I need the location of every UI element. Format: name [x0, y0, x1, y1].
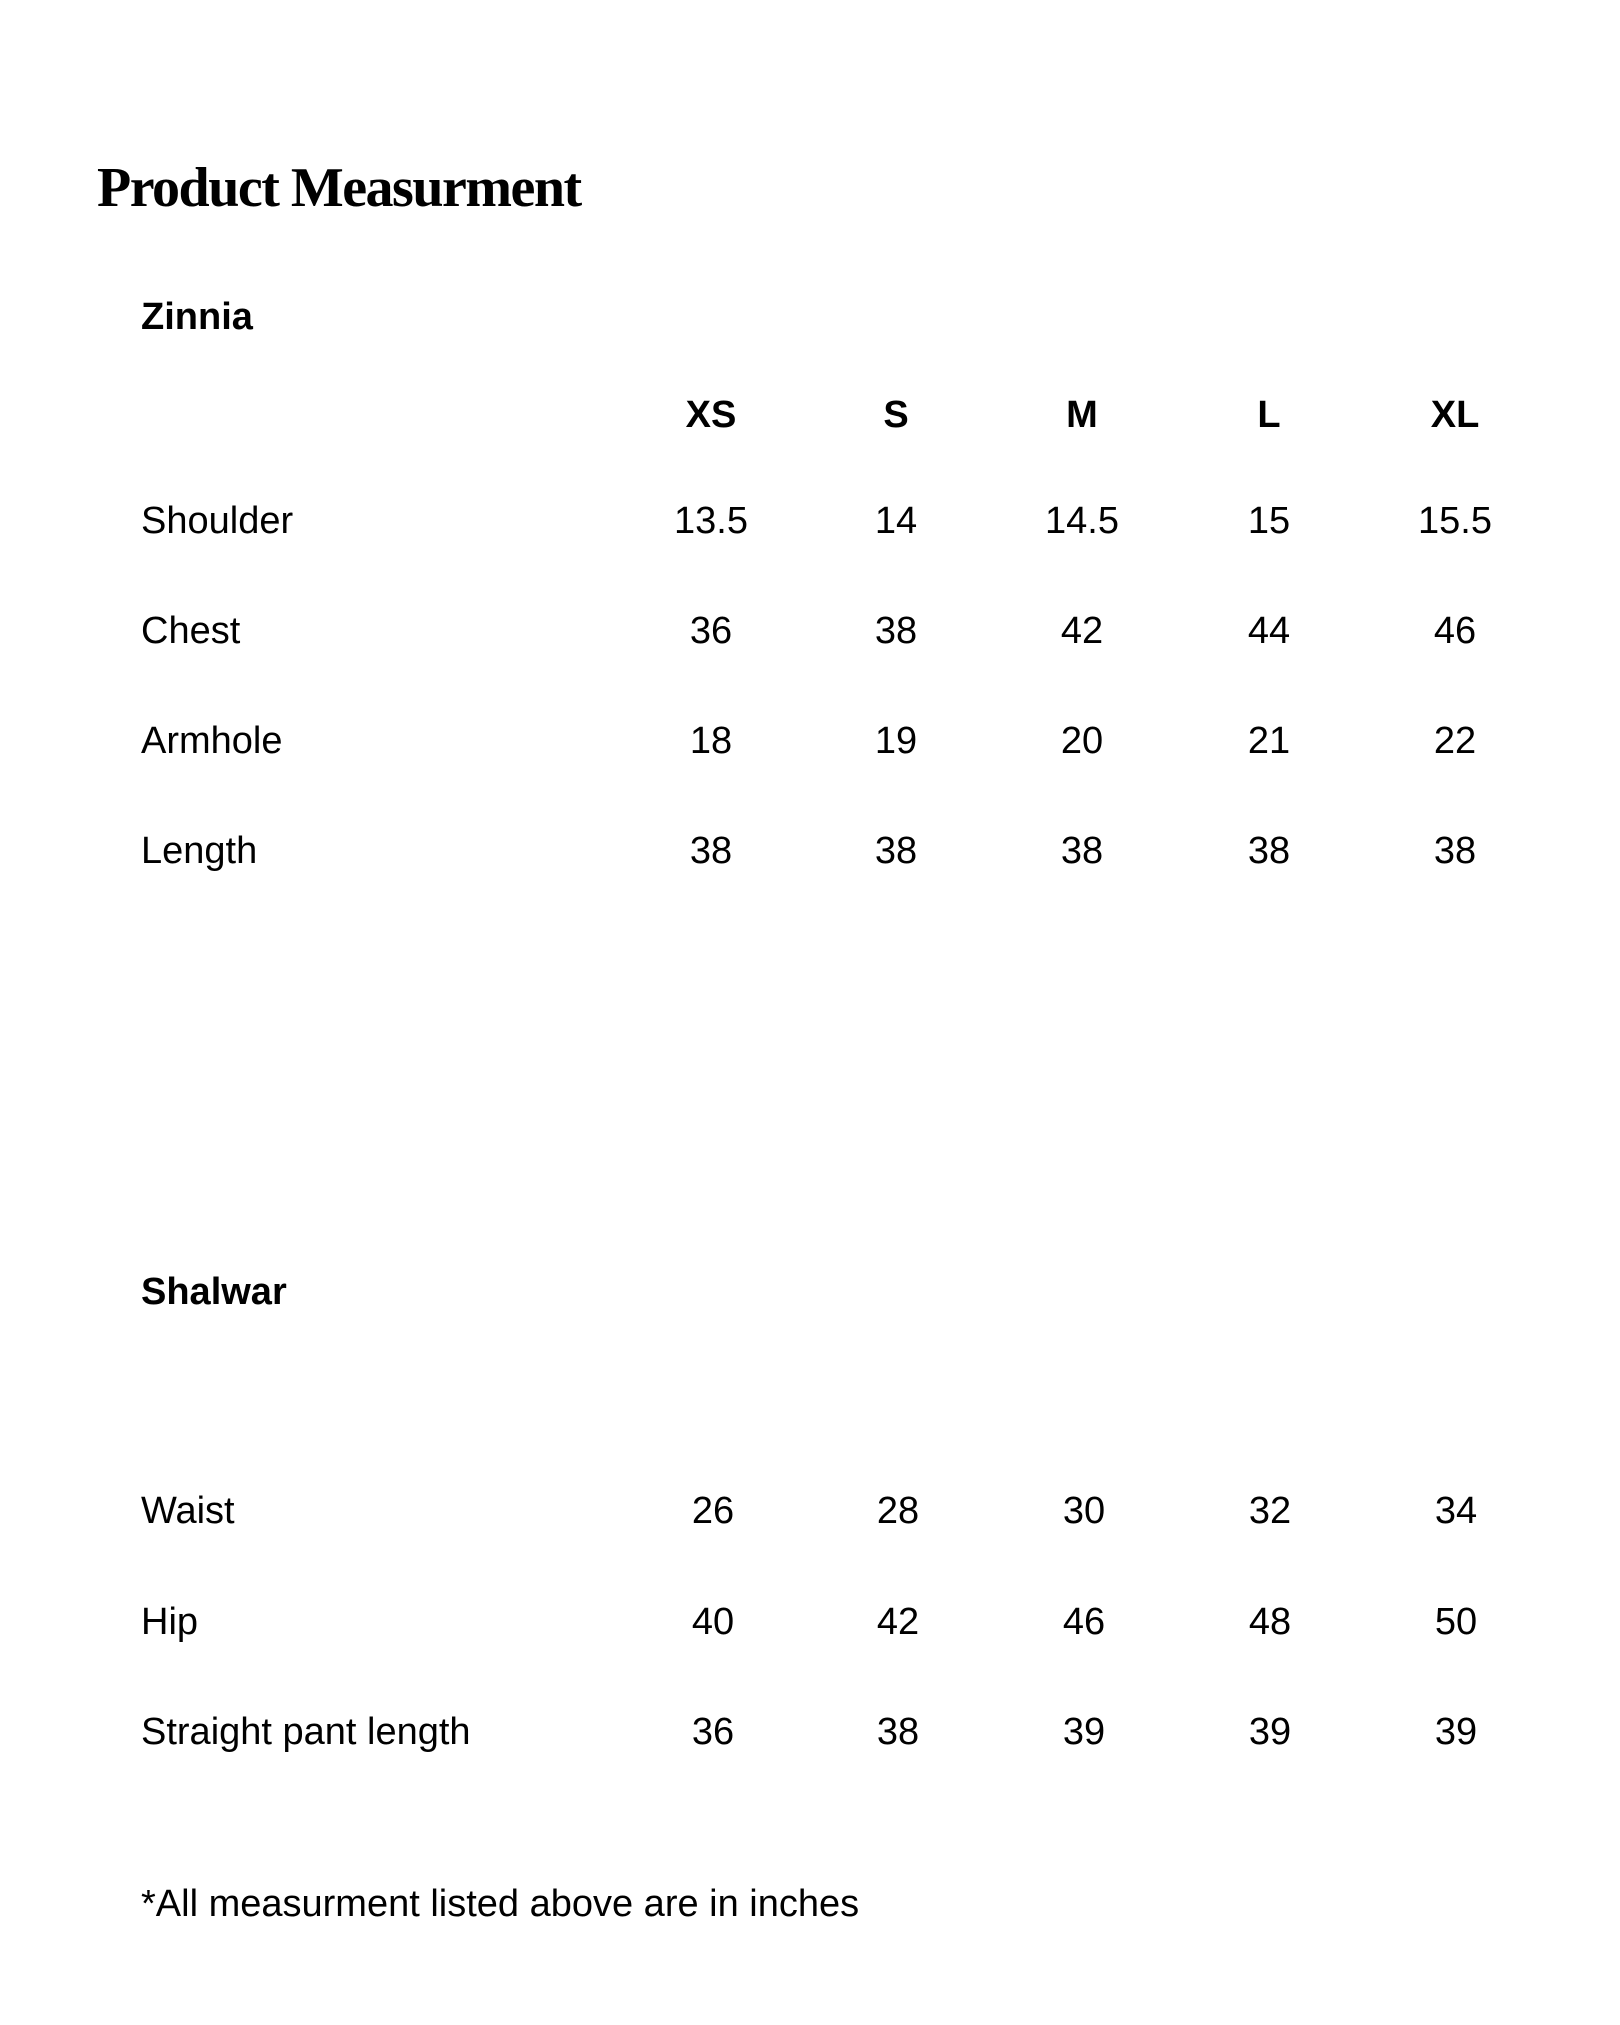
table-cell: 30: [1062, 1490, 1106, 1532]
size-header-row: [0, 391, 1620, 439]
table-cell: 40: [691, 1601, 735, 1643]
table-cell: 28: [876, 1490, 920, 1532]
size-header-xl: XL: [1430, 394, 1480, 436]
table-cell: 18: [689, 720, 733, 762]
table-cell: 38: [1433, 830, 1477, 872]
size-header-m: M: [1066, 394, 1098, 436]
table-row-shoulder: [0, 497, 1620, 545]
table-cell: 13.5: [674, 500, 748, 542]
table-cell: 44: [1247, 610, 1291, 652]
table-cell: 48: [1248, 1601, 1292, 1643]
row-label: Hip: [141, 1601, 199, 1643]
row-label: Chest: [141, 610, 241, 652]
table-cell: 14.5: [1045, 500, 1119, 542]
table-cell: 39: [1062, 1711, 1106, 1753]
size-header-l: L: [1257, 394, 1281, 436]
table-cell: 50: [1434, 1601, 1478, 1643]
table-cell: 39: [1248, 1711, 1292, 1753]
table-cell: 46: [1433, 610, 1477, 652]
table-cell: 36: [691, 1711, 735, 1753]
row-label: Length: [141, 830, 258, 872]
table-cell: 38: [874, 830, 918, 872]
table-cell: 38: [876, 1711, 920, 1753]
table-row-chest: [0, 607, 1620, 655]
table-cell: 36: [689, 610, 733, 652]
row-label: Armhole: [141, 720, 283, 762]
footnote: *All measurment listed above are in inches: [141, 1883, 860, 1925]
table-row-hip: [0, 1598, 1620, 1646]
page-title: Product Measurment: [97, 157, 581, 219]
table-cell: 34: [1434, 1490, 1478, 1532]
table-cell: 22: [1433, 720, 1477, 762]
row-label: Waist: [141, 1490, 235, 1532]
table-cell: 26: [691, 1490, 735, 1532]
table-cell: 15.5: [1418, 500, 1492, 542]
section-title-shalwar: Shalwar: [141, 1271, 287, 1313]
table-cell: 38: [1247, 830, 1291, 872]
table-row-length: [0, 827, 1620, 875]
table-cell: 42: [1060, 610, 1104, 652]
table-cell: 15: [1247, 500, 1291, 542]
table-row-armhole: [0, 717, 1620, 765]
table-cell: 20: [1060, 720, 1104, 762]
table-cell: 19: [874, 720, 918, 762]
table-cell: 21: [1247, 720, 1291, 762]
table-cell: 32: [1248, 1490, 1292, 1532]
row-label: Shoulder: [141, 500, 294, 542]
table-cell: 42: [876, 1601, 920, 1643]
section-title-zinnia: Zinnia: [141, 296, 253, 338]
table-cell: 14: [874, 500, 918, 542]
size-header-xs: XS: [685, 394, 737, 436]
table-row-waist: [0, 1487, 1620, 1535]
row-label: Straight pant length: [141, 1711, 471, 1753]
table-cell: 39: [1434, 1711, 1478, 1753]
table-cell: 38: [689, 830, 733, 872]
table-row-straight-pant-length: [0, 1708, 1620, 1756]
table-cell: 46: [1062, 1601, 1106, 1643]
table-cell: 38: [874, 610, 918, 652]
table-cell: 38: [1060, 830, 1104, 872]
size-header-s: S: [883, 394, 909, 436]
